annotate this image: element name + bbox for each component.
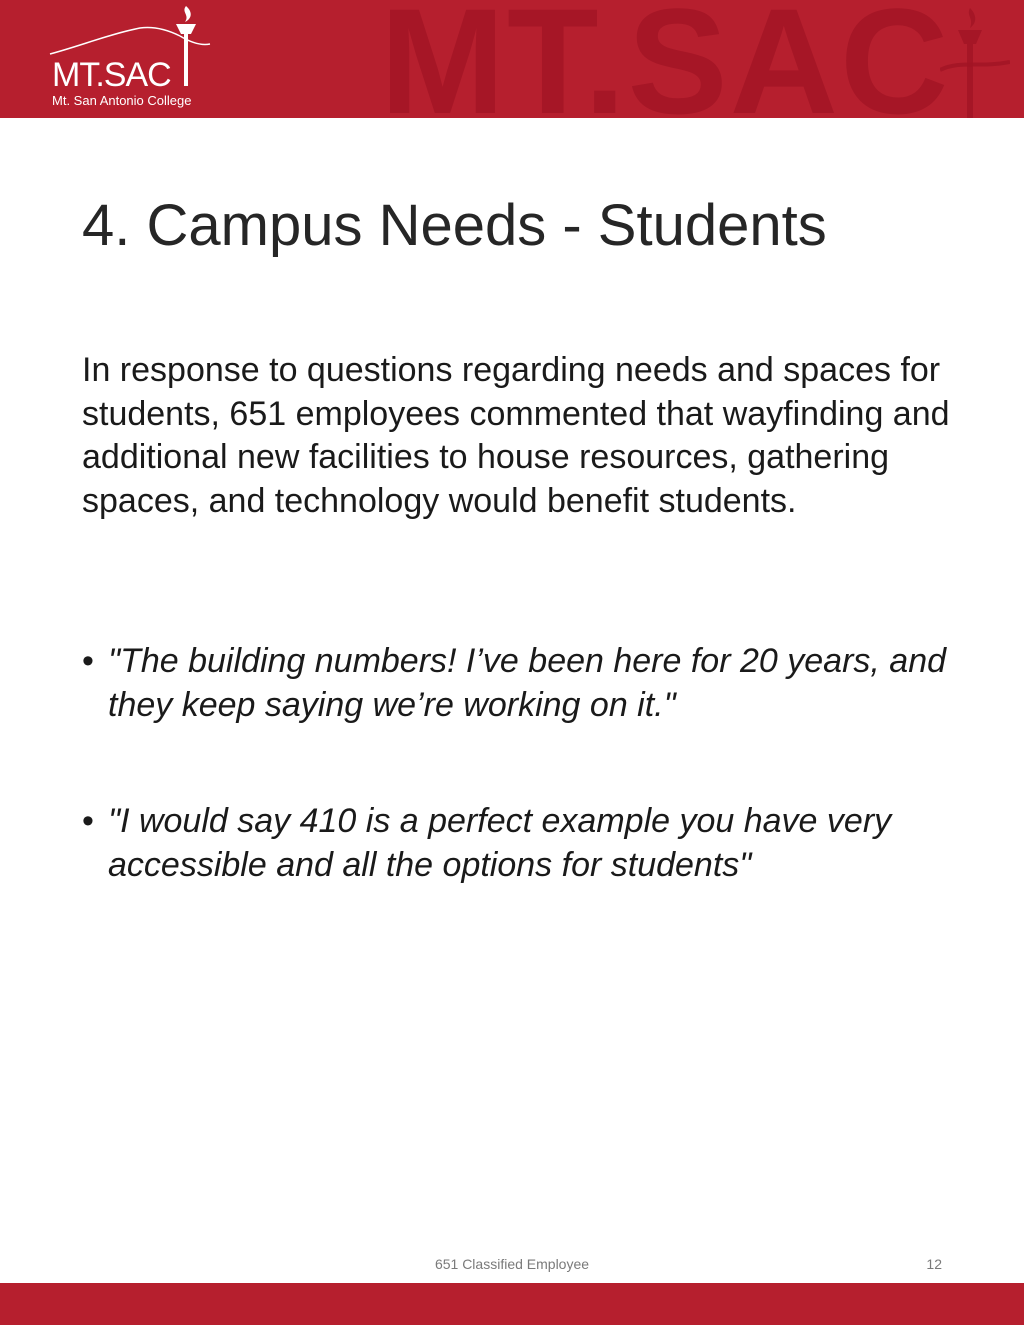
header-watermark: MT.SAC: [380, 0, 951, 118]
footer-label: 651 Classified Employee: [434, 1256, 590, 1272]
quote-item: [82, 800, 962, 887]
quote-text: "I would say 410 is a perfect example you have very accessible and all the options for students": [108, 802, 892, 884]
bullet-icon: •: [82, 642, 94, 680]
quote-text: "The building numbers! I’ve been here for 20 years, and they keep saying we’re working on it.": [108, 642, 947, 724]
page-number: 12: [926, 1256, 942, 1272]
slide-body-text: In response to questions regarding needs and spaces for students, 651 employees commented that wayfinding and additional new facilities to house resources, gathering spaces, and technology would benefit students.: [82, 351, 950, 520]
footer-banner: [0, 1283, 1024, 1325]
header-banner: [0, 0, 1024, 118]
watermark-torch-icon: [940, 0, 1010, 118]
mtsac-logo[interactable]: [40, 6, 220, 114]
bullet-icon: •: [82, 802, 94, 840]
slide-title: 4. Campus Needs - Students: [82, 193, 827, 258]
quote-item: [82, 640, 962, 727]
logo-subtitle: Mt. San Antonio College: [52, 93, 192, 108]
logo-wordmark: MT.SAC: [52, 56, 171, 94]
